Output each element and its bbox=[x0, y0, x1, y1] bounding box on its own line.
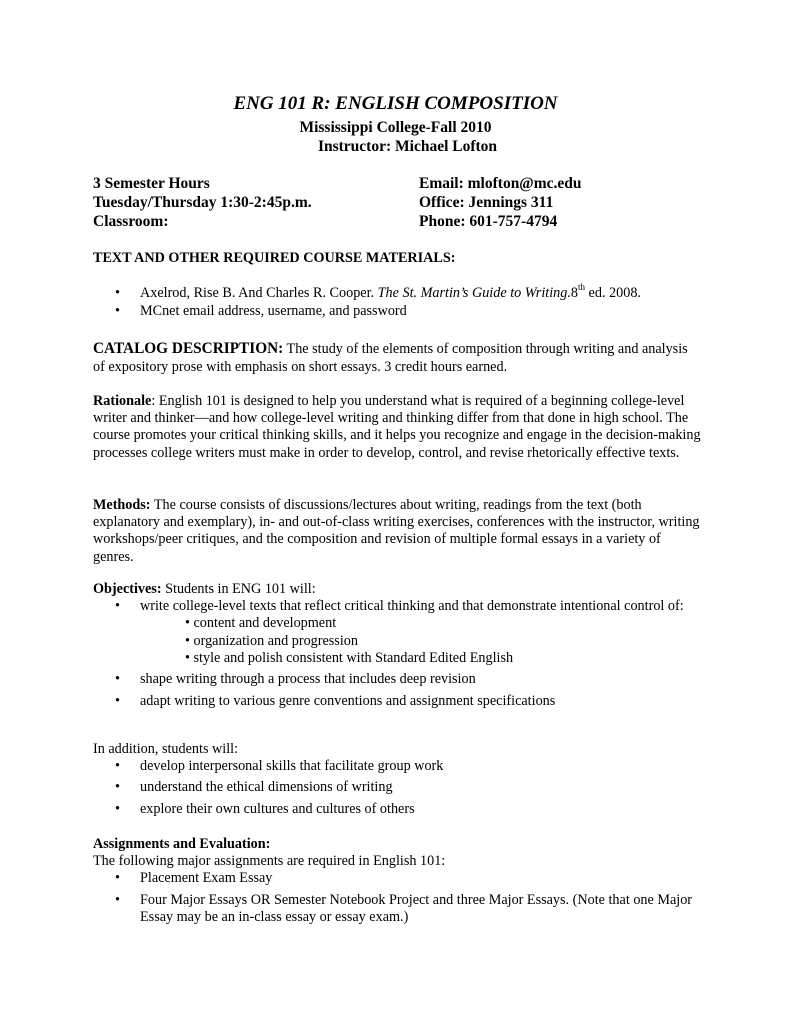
objective-text: shape writing through a process that includes deep revision bbox=[140, 671, 476, 688]
bullet-icon: • bbox=[115, 598, 120, 615]
methods-text: The course consists of discussions/lectures about writing, readings from the text (both explanatory and exemplary), in- and out-of-class writing exercises, conferences with the instructor, writing workshops/peer critiques, and the composition and revision of multiple formal essays in a variety of genres. bbox=[93, 497, 700, 565]
list-item bbox=[93, 892, 703, 926]
objectives-intro bbox=[93, 581, 703, 598]
objective-text: write college-level texts that reflect critical thinking and that demonstrate intentional control of: bbox=[140, 598, 684, 615]
textbook-year: ed. 2008. bbox=[585, 285, 641, 301]
addition-intro: In addition, students will: bbox=[93, 741, 239, 757]
catalog-label: CATALOG DESCRIPTION: bbox=[93, 340, 284, 357]
class-schedule: Tuesday/Thursday 1:30-2:45p.m. bbox=[93, 194, 312, 211]
assignments-list bbox=[93, 870, 703, 926]
edition-suffix: th bbox=[577, 282, 585, 293]
addition-text: understand the ethical dimensions of writing bbox=[140, 779, 393, 796]
bullet-icon: • bbox=[115, 303, 120, 320]
list-item bbox=[93, 779, 703, 796]
list-item bbox=[93, 801, 703, 818]
list-item bbox=[93, 671, 703, 688]
bullet-icon: • bbox=[115, 693, 120, 710]
assignments-intro: The following major assignments are required in English 101: bbox=[93, 853, 446, 870]
methods-label: Methods: bbox=[93, 497, 151, 513]
bullet-icon: • bbox=[115, 285, 120, 301]
addition-text: explore their own cultures and cultures of others bbox=[140, 800, 415, 817]
textbook-edition: 8 bbox=[570, 285, 578, 301]
materials-heading: TEXT AND OTHER REQUIRED COURSE MATERIALS: bbox=[93, 250, 456, 266]
bullet-icon: • bbox=[115, 758, 120, 775]
list-item bbox=[93, 598, 703, 615]
list-item bbox=[93, 303, 703, 320]
assignments-section bbox=[93, 836, 703, 926]
materials-list bbox=[93, 282, 703, 321]
assignment-text: Four Major Essays OR Semester Notebook Project and three Major Essays. (Note that one Major Essay may be an in-class essay or essay exam.) bbox=[140, 891, 693, 925]
rationale-paragraph bbox=[93, 393, 703, 462]
sub-list-item: • organization and progression bbox=[185, 632, 358, 649]
semester-hours: 3 Semester Hours bbox=[93, 175, 210, 192]
textbook-authors: Axelrod, Rise B. And Charles R. Cooper. bbox=[140, 285, 378, 301]
additional-objectives bbox=[93, 741, 703, 818]
college-term: Mississippi College-Fall 2010 bbox=[299, 119, 492, 136]
instructor-name: Instructor: Michael Lofton bbox=[317, 138, 498, 155]
addition-text: develop interpersonal skills that facilitate group work bbox=[140, 758, 444, 775]
list-item bbox=[93, 870, 703, 887]
mcnet-credentials: MCnet email address, username, and password bbox=[140, 303, 407, 320]
sub-list-item: • content and development bbox=[185, 615, 337, 632]
addition-list bbox=[93, 758, 703, 818]
objective-text: adapt writing to various genre conventions and assignment specifications bbox=[140, 693, 556, 710]
sub-list-item: • style and polish consistent with Standard Edited English bbox=[185, 649, 514, 666]
list-item bbox=[93, 282, 703, 302]
catalog-text: The study of the elements of composition through writing and analysis of expository prose with emphasis on short essays. 3 credit hours earned. bbox=[93, 341, 688, 375]
list-item bbox=[93, 758, 703, 775]
bullet-icon: • bbox=[115, 779, 120, 796]
instructor-email: Email: mlofton@mc.edu bbox=[419, 175, 582, 192]
rationale-label: Rationale bbox=[93, 393, 152, 409]
catalog-description bbox=[93, 340, 703, 376]
bullet-icon: • bbox=[115, 891, 120, 908]
textbook-title: The St. Martin’s Guide to Writing. bbox=[377, 285, 571, 301]
bullet-icon: • bbox=[115, 870, 120, 887]
rationale-text: : English 101 is designed to help you understand what is required of a beginning college-level writer and thinker—and how college-level writing and thinking differ from that done in high school. The course promotes your critical thinking skills, and it helps you recognize and engage in the decision-making processes college writers must make in order to develop, control, and revise rhetorically effective texts. bbox=[93, 393, 701, 461]
assignments-heading: Assignments and Evaluation: bbox=[93, 836, 271, 852]
office-location: Office: Jennings 311 bbox=[419, 194, 554, 211]
bullet-icon: • bbox=[115, 800, 120, 817]
classroom-label: Classroom: bbox=[93, 213, 169, 230]
objectives-list bbox=[93, 598, 703, 710]
objectives-label: Objectives: bbox=[93, 581, 162, 597]
course-title: ENG 101 R: ENGLISH COMPOSITION bbox=[233, 93, 558, 114]
bullet-icon: • bbox=[115, 671, 120, 688]
methods-paragraph bbox=[93, 497, 703, 566]
assignment-text: Placement Exam Essay bbox=[140, 870, 273, 887]
phone-number: Phone: 601-757-4794 bbox=[419, 213, 558, 230]
list-item bbox=[93, 693, 703, 710]
objectives-intro-text: Students in ENG 101 will: bbox=[161, 581, 316, 597]
objectives-section bbox=[93, 581, 703, 710]
